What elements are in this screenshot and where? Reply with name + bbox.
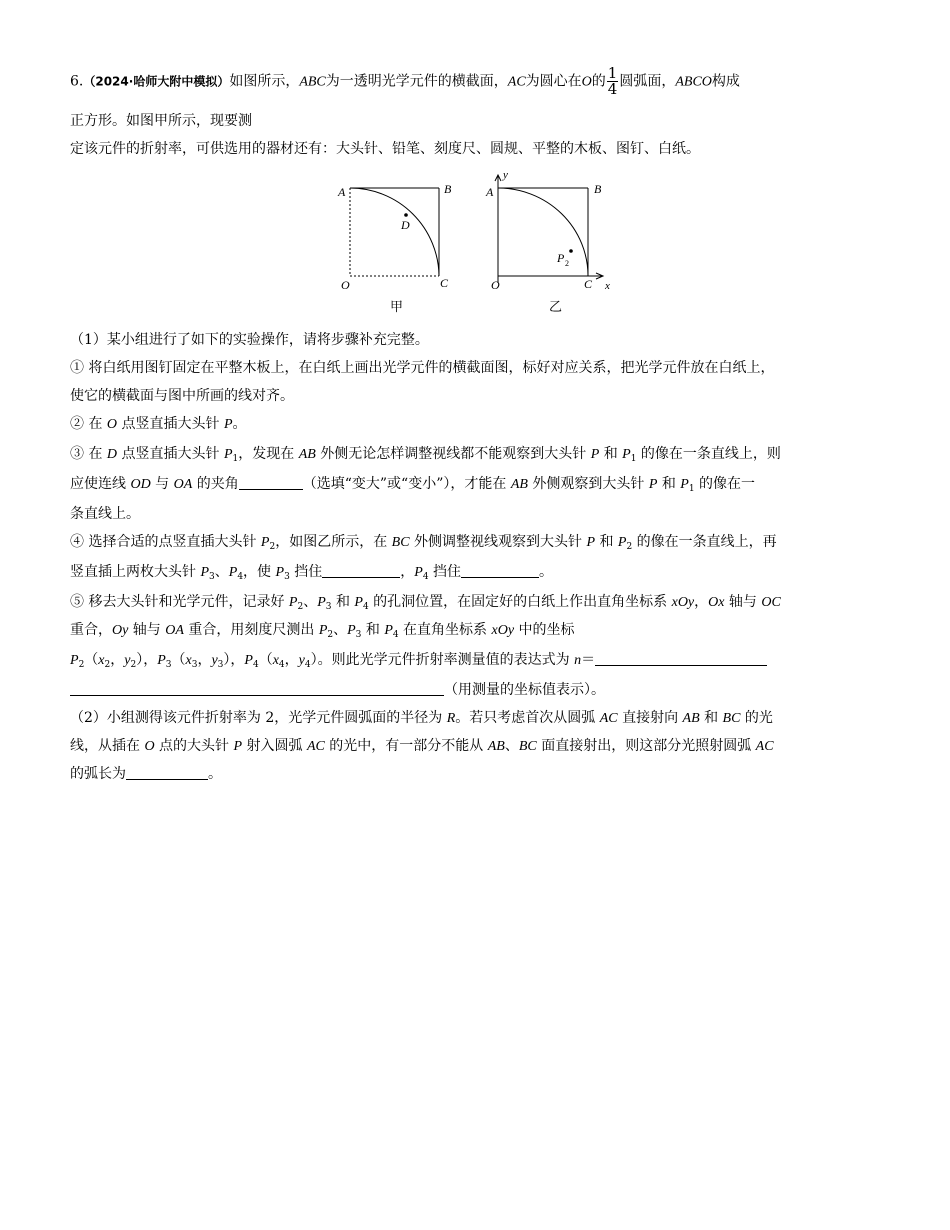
question-number: 6. xyxy=(70,73,84,90)
step3-line-3: 条直线上。 xyxy=(70,506,140,522)
step4-line-2: 竖直插上两枚大头针 $P_3$、$P_4$，使 $P_3$ 挡住 ，$P_4$ 挡住 。 xyxy=(70,564,553,582)
intro-line-2: 正方形。如图甲所示，现要测 xyxy=(70,113,252,129)
step3-line-2: 应使连线 OD 与 OA 的夹角 （选填“变大”或“变小”），才能在 AB 外侧观察到大头针 P 和 $P_1$ 的像在一 xyxy=(70,476,756,494)
fraction-quarter: $\frac{1}{4}$ xyxy=(607,64,618,98)
answer-blank-n-part2[interactable] xyxy=(70,681,444,696)
part2-line-2: 线，从插在 O 点的大头针 P 射入圆弧 AC 的光中，有一部分不能从 AB、BC 面直接射出，则这部分光照射圆弧 AC xyxy=(70,738,774,754)
step5-line-2: 重合，Oy 轴与 OA 重合，用刻度尺测出 $P_2$、$P_3$ 和 $P_4$ 在直角坐标系 xOy 中的坐标 xyxy=(70,622,575,640)
label-d: D xyxy=(401,218,410,232)
intro-line-3: 定该元件的折射率，可供选用的器材还有：大头针、铅笔、刻度尺、圆规、平整的木板、图钉、白纸。 xyxy=(70,141,700,157)
answer-blank-n-part1[interactable] xyxy=(595,651,767,666)
answer-blank-angle[interactable] xyxy=(239,475,303,490)
figure-yi xyxy=(485,169,610,314)
label-p: P xyxy=(557,251,565,265)
point-p2 xyxy=(569,249,573,253)
caption-jia: 甲 xyxy=(390,299,404,314)
label-b: B xyxy=(444,182,452,196)
arc-ac-yi xyxy=(498,188,588,276)
figures-svg xyxy=(330,165,630,315)
step2: ② 在 O 点竖直插大头针 P。 xyxy=(70,416,247,432)
answer-blank-p4[interactable] xyxy=(461,563,539,578)
caption-yi: 乙 xyxy=(549,299,563,314)
label-c-yi: C xyxy=(584,277,593,291)
label-c: C xyxy=(440,276,449,290)
label-y: y xyxy=(503,169,508,181)
point-d xyxy=(404,213,408,217)
label-o-yi: O xyxy=(491,278,500,292)
figure-jia xyxy=(337,182,452,314)
label-a: A xyxy=(338,185,346,199)
question-source: （2024·哈师大附中模拟） xyxy=(83,74,230,89)
step5-line-3: $P_2(x_2$，$y_2$），$P_3(x_3$，$y_3$），$P_4(x_4$，$y_4$）。则此光学元件折射率测量值的表达式为 n＝ xyxy=(70,647,767,674)
part1-heading: （1）某小组进行了如下的实验操作，请将步骤补充完整。 xyxy=(70,332,429,348)
label-x: x xyxy=(605,280,610,292)
arc-ac xyxy=(350,188,439,276)
step5-line-4: （用测量的坐标值表示）。 xyxy=(70,677,605,704)
step1-line-2: 使它的横截面与图中所画的线对齐。 xyxy=(70,388,294,404)
label-a-yi: A xyxy=(486,185,494,199)
label-b-yi: B xyxy=(594,182,602,196)
step1-line-1: ① 将白纸用图钉固定在平整木板上，在白纸上画出光学元件的横截面图，标好对应关系，把光学元件放在白纸上， xyxy=(70,360,775,376)
answer-blank-p3[interactable] xyxy=(322,563,400,578)
step3-line-1: ③ 在 D 点竖直插大头针 $P_1$，发现在 AB 外侧无论怎样调整视线都不能观察到大头针 P 和 $P_1$ 的像在一条直线上，则 xyxy=(70,446,781,464)
part2-line-3: 的弧长为 。 xyxy=(70,766,222,782)
step4-line-1: ④ 选择合适的点竖直插大头针 $P_2$，如图乙所示，在 BC 外侧调整视线观察到大头针 P 和 $P_2$ 的像在一条直线上，再 xyxy=(70,534,777,552)
part2-line-1: （2）小组测得该元件折射率为 2，光学元件圆弧面的半径为 R。若只考虑首次从圆弧 AC 直接射向 AB 和 BC 的光 xyxy=(70,710,773,726)
label-o: O xyxy=(341,278,350,292)
figures xyxy=(330,165,630,315)
intro-line-1: 6.（2024·哈师大附中模拟）如图所示，ABC为一透明光学元件的横截面，AC为圆心在O的 $\frac{1}{4}$ 圆弧面，ABCO构成 xyxy=(70,64,740,98)
answer-blank-arc-length[interactable] xyxy=(126,765,208,780)
label-p-sub: 2 xyxy=(565,259,569,268)
step5-line-1: ⑤ 移去大头针和光学元件，记录好 $P_2$、$P_3$ 和 $P_4$ 的孔洞位置，在固定好的白纸上作出直角坐标系 xOy，Ox 轴与 OC xyxy=(70,594,781,612)
